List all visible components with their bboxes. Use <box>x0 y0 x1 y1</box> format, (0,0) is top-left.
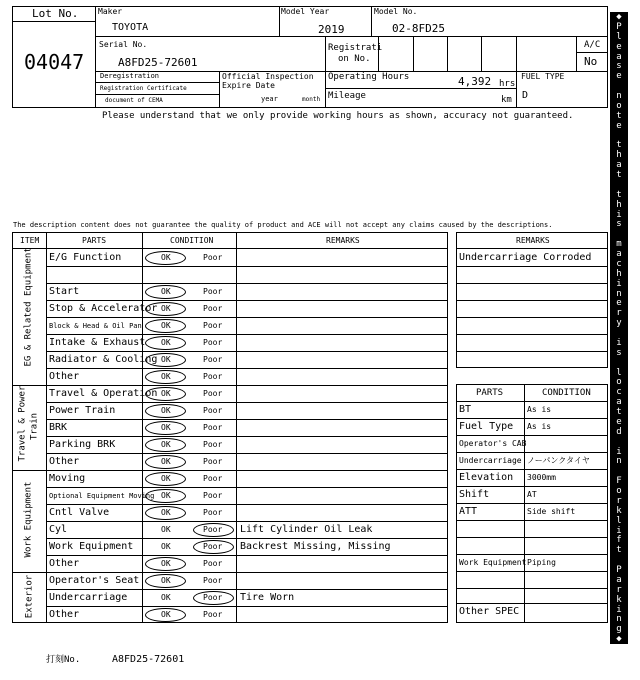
col-parts: PARTS <box>82 236 107 245</box>
poor-option: Poor <box>203 423 223 432</box>
row-part-label: Undercarriage <box>49 592 128 603</box>
ok-option: OK <box>161 542 171 551</box>
side-note-char: e <box>616 71 622 82</box>
spec-part: Elevation <box>459 472 514 483</box>
side-note-char: a <box>616 574 622 585</box>
hrs-unit: hrs <box>499 79 516 89</box>
poor-option: Poor <box>203 304 223 313</box>
side-note-char: r <box>616 495 622 506</box>
expire-date-label: Expire Date <box>222 81 275 90</box>
side-note-char: P <box>616 565 622 575</box>
side-note-char: i <box>616 337 622 348</box>
poor-option: Poor <box>203 372 223 381</box>
row-part-label: Stop & Accelerator <box>49 303 158 314</box>
spec-part: Fuel Type <box>459 421 514 432</box>
footer-label: 打刻No. <box>46 655 81 665</box>
ok-option: OK <box>161 423 171 432</box>
side-note-char: i <box>616 278 622 289</box>
side-note-char: a <box>616 51 622 62</box>
side-note-char: i <box>616 446 622 457</box>
spec-value: Piping <box>527 558 556 567</box>
right-remarks-first: Undercarriage Corroded <box>459 252 592 263</box>
side-note-char: d <box>616 426 622 437</box>
registration-label-1: Registrati <box>328 43 383 53</box>
ok-selected-circle <box>145 421 186 435</box>
deregistration-label: Deregistration <box>100 72 160 80</box>
ok-option: OK <box>161 389 171 398</box>
row-part-label: Other <box>49 558 80 569</box>
row-part-label: Block & Head & Oil Pan <box>49 322 142 330</box>
spec-col-condition: CONDITION <box>542 388 591 398</box>
ok-selected-circle <box>145 336 186 350</box>
spec-part: Operator's CAB <box>459 439 527 448</box>
side-note-char: y <box>616 318 622 329</box>
row-part-label: Cntl Valve <box>49 507 110 518</box>
lot-no-label: Lot No. <box>32 7 79 20</box>
col-item: ITEM <box>20 236 40 245</box>
fuel-type-label: FUEL TYPE <box>521 72 565 81</box>
row-remark: Tire Worn <box>240 592 295 603</box>
row-part-label: Travel & Operation <box>49 388 158 399</box>
row-part-label: Cyl <box>49 524 68 535</box>
ok-option: OK <box>161 406 171 415</box>
ac-label: A/C <box>584 40 601 50</box>
ok-option: OK <box>161 355 171 364</box>
ok-option: OK <box>161 287 171 296</box>
side-note-char: n <box>616 456 622 467</box>
spec-part: Undercarriage <box>459 456 522 465</box>
ok-option: OK <box>161 491 171 500</box>
lot-no-value: 04047 <box>24 50 85 74</box>
row-remark: Backrest Missing, Missing <box>240 541 391 552</box>
official-inspection-label: Official Inspection <box>222 72 314 81</box>
year-label: year <box>261 95 278 103</box>
poor-option: Poor <box>203 474 223 483</box>
ok-option: OK <box>161 253 171 262</box>
side-note-char: e <box>616 41 622 52</box>
ok-selected-circle <box>145 285 186 299</box>
ok-option: OK <box>161 304 171 313</box>
ok-option: OK <box>161 457 171 466</box>
poor-option: Poor <box>203 287 223 296</box>
poor-option: Poor <box>203 610 223 619</box>
poor-option: Poor <box>203 389 223 398</box>
spec-value: Side shift <box>527 507 576 516</box>
side-note-char: g <box>616 624 622 635</box>
side-note-char: n <box>616 288 622 299</box>
poor-option: Poor <box>203 321 223 330</box>
poor-option: Poor <box>203 593 223 602</box>
footer-value: A8FD25-72601 <box>112 654 185 665</box>
ok-selected-circle <box>145 387 186 401</box>
side-note-char: o <box>616 377 622 388</box>
spec-part: Other SPEC <box>459 606 520 617</box>
row-part-label: Radiator & Cooling <box>49 354 158 365</box>
registration-label-2: on No. <box>338 54 371 64</box>
group-eg-related: EG & Related Equipment <box>23 247 34 367</box>
registration-certificate-label: Registration Certificate <box>100 85 187 92</box>
mileage-label: Mileage <box>328 91 366 101</box>
serial-no-value: A8FD25-72601 <box>118 56 198 69</box>
side-note-char: h <box>616 199 622 210</box>
ok-option: OK <box>161 474 171 483</box>
side-note-char: o <box>616 486 622 496</box>
ok-selected-circle <box>145 506 186 520</box>
side-note-char: P <box>616 21 622 32</box>
spec-value: 3000mm <box>527 473 556 482</box>
poor-selected-circle <box>193 523 234 537</box>
ok-option: OK <box>161 508 171 517</box>
side-note-char: c <box>616 258 622 269</box>
side-note-char: o <box>616 100 622 111</box>
ok-selected-circle <box>145 557 186 571</box>
row-part-label: Other <box>49 609 80 620</box>
side-note-bar <box>610 12 628 644</box>
ok-selected-circle <box>145 472 186 486</box>
spec-value: ノーパンクタイヤ <box>527 456 590 465</box>
ok-selected-circle <box>145 302 186 316</box>
side-note-char: i <box>616 209 622 220</box>
model-year-value: 2019 <box>318 23 345 36</box>
spec-col-parts: PARTS <box>476 388 504 398</box>
poor-option: Poor <box>203 440 223 449</box>
side-note-char: ◆ <box>616 12 622 22</box>
header-frame <box>12 6 608 108</box>
side-note-char: n <box>616 614 622 625</box>
row-part-label: Other <box>49 456 80 467</box>
poor-option: Poor <box>203 576 223 585</box>
side-note-char: s <box>616 347 622 358</box>
side-note-char: t <box>616 140 622 151</box>
model-no-label: Model No. <box>374 7 418 16</box>
poor-option: Poor <box>203 559 223 568</box>
spec-value: As is <box>527 422 552 431</box>
poor-option: Poor <box>203 491 223 500</box>
side-note-char: t <box>616 545 622 556</box>
ok-option: OK <box>161 593 171 602</box>
ok-option: OK <box>161 321 171 330</box>
row-remark: Lift Cylinder Oil Leak <box>240 524 373 535</box>
side-note-char: ◆ <box>616 634 622 645</box>
group-work-equipment: Work Equipment <box>23 481 34 558</box>
group-travel-power-1: Travel & Power <box>17 385 28 462</box>
side-note-char: h <box>616 268 622 279</box>
fuel-type-value: D <box>522 90 529 101</box>
ok-option: OK <box>161 576 171 585</box>
row-part-label: Work Equipment <box>49 541 134 552</box>
side-note-char: k <box>616 505 622 516</box>
poor-option: Poor <box>203 355 223 364</box>
poor-selected-circle <box>193 540 234 554</box>
km-unit: km <box>501 95 512 105</box>
disclaimer-text: The description content does not guarantee the quality of product and ACE will not accept any claims caused by the descriptions. <box>13 221 553 229</box>
poor-selected-circle <box>193 591 234 605</box>
row-part-label: Moving <box>49 473 86 484</box>
row-part-label: Other <box>49 371 80 382</box>
side-note-char: s <box>616 61 622 72</box>
spec-part: BT <box>459 404 472 415</box>
side-note-char: m <box>616 239 622 250</box>
maker-label: Maker <box>98 7 123 16</box>
serial-no-label: Serial No. <box>99 40 148 49</box>
side-note-char: c <box>616 387 622 398</box>
group-travel-power-2: Train <box>29 412 40 441</box>
ok-selected-circle <box>145 353 186 367</box>
model-no-value: 02-8FD25 <box>392 22 445 35</box>
ok-selected-circle <box>145 438 186 452</box>
group-exterior: Exterior <box>24 574 35 619</box>
row-part-label: Start <box>49 286 80 297</box>
side-note-char: a <box>616 249 622 259</box>
ok-option: OK <box>161 525 171 534</box>
side-note-char: e <box>616 298 622 309</box>
ok-selected-circle <box>145 489 186 503</box>
side-note-char: s <box>616 219 622 230</box>
side-note-char: i <box>616 525 622 536</box>
document-cema-label: document of CEMA <box>105 97 163 104</box>
spec-part: Shift <box>459 489 490 500</box>
operating-hours-label: Operating Hours <box>328 72 410 82</box>
row-part-label: Intake & Exhaust <box>49 337 146 348</box>
row-part-label: Operator's Seat <box>49 575 140 586</box>
ok-selected-circle <box>145 319 186 333</box>
side-note-char: a <box>616 397 622 408</box>
side-note-char: t <box>616 170 622 180</box>
ok-option: OK <box>161 372 171 381</box>
working-hours-note: Please understand that we only provide working hours as shown, accuracy not guaranteed. <box>102 111 574 121</box>
side-note-char: t <box>616 189 622 200</box>
side-note-char: n <box>616 91 622 101</box>
row-part-label: Optional Equipment Moving <box>49 492 155 500</box>
ok-selected-circle <box>145 370 186 384</box>
side-note-char: l <box>616 515 622 526</box>
side-note-char: t <box>616 110 622 121</box>
side-note-char: h <box>616 150 622 161</box>
side-note-char: a <box>616 160 622 171</box>
spec-part: Work Equipment <box>459 558 527 567</box>
spec-part: ATT <box>459 506 478 517</box>
poor-option: Poor <box>203 457 223 466</box>
side-note-char: l <box>616 31 622 42</box>
poor-option: Poor <box>203 253 223 262</box>
model-year-label: Model Year <box>281 7 330 16</box>
side-note-char: F <box>616 476 622 487</box>
ok-selected-circle <box>145 574 186 588</box>
ok-selected-circle <box>145 608 186 622</box>
row-part-label: Parking BRK <box>49 439 116 450</box>
ok-selected-circle <box>145 404 186 418</box>
side-note-char: i <box>616 604 622 615</box>
col-condition: CONDITION <box>170 236 214 245</box>
poor-option: Poor <box>203 338 223 347</box>
side-note-char: r <box>616 584 622 595</box>
poor-option: Poor <box>203 406 223 415</box>
month-label: month <box>302 96 321 103</box>
ok-option: OK <box>161 559 171 568</box>
maker-value: TOYOTA <box>112 22 149 33</box>
side-note-char: l <box>616 367 622 378</box>
side-note-char: f <box>616 535 622 546</box>
poor-option: Poor <box>203 525 223 534</box>
col-remarks: REMARKS <box>326 236 360 245</box>
ok-option: OK <box>161 338 171 347</box>
side-note-char: e <box>616 120 622 131</box>
row-part-label: E/G Function <box>49 252 122 263</box>
ok-selected-circle <box>145 251 186 265</box>
side-note-char: r <box>616 308 622 319</box>
spec-value: AT <box>527 490 537 499</box>
operating-hours-value: 4,392 <box>458 75 492 88</box>
row-part-label: Power Train <box>49 405 116 416</box>
poor-option: Poor <box>203 508 223 517</box>
row-part-label: BRK <box>49 422 68 433</box>
spec-value: As is <box>527 405 552 414</box>
ok-selected-circle <box>145 455 186 469</box>
side-note-char: e <box>616 416 622 427</box>
ok-option: OK <box>161 440 171 449</box>
side-note-char: k <box>616 594 622 605</box>
ok-option: OK <box>161 610 171 619</box>
side-note-char: t <box>616 407 622 417</box>
poor-option: Poor <box>203 542 223 551</box>
ac-value: No <box>584 55 598 68</box>
right-remarks-header: REMARKS <box>516 236 550 245</box>
